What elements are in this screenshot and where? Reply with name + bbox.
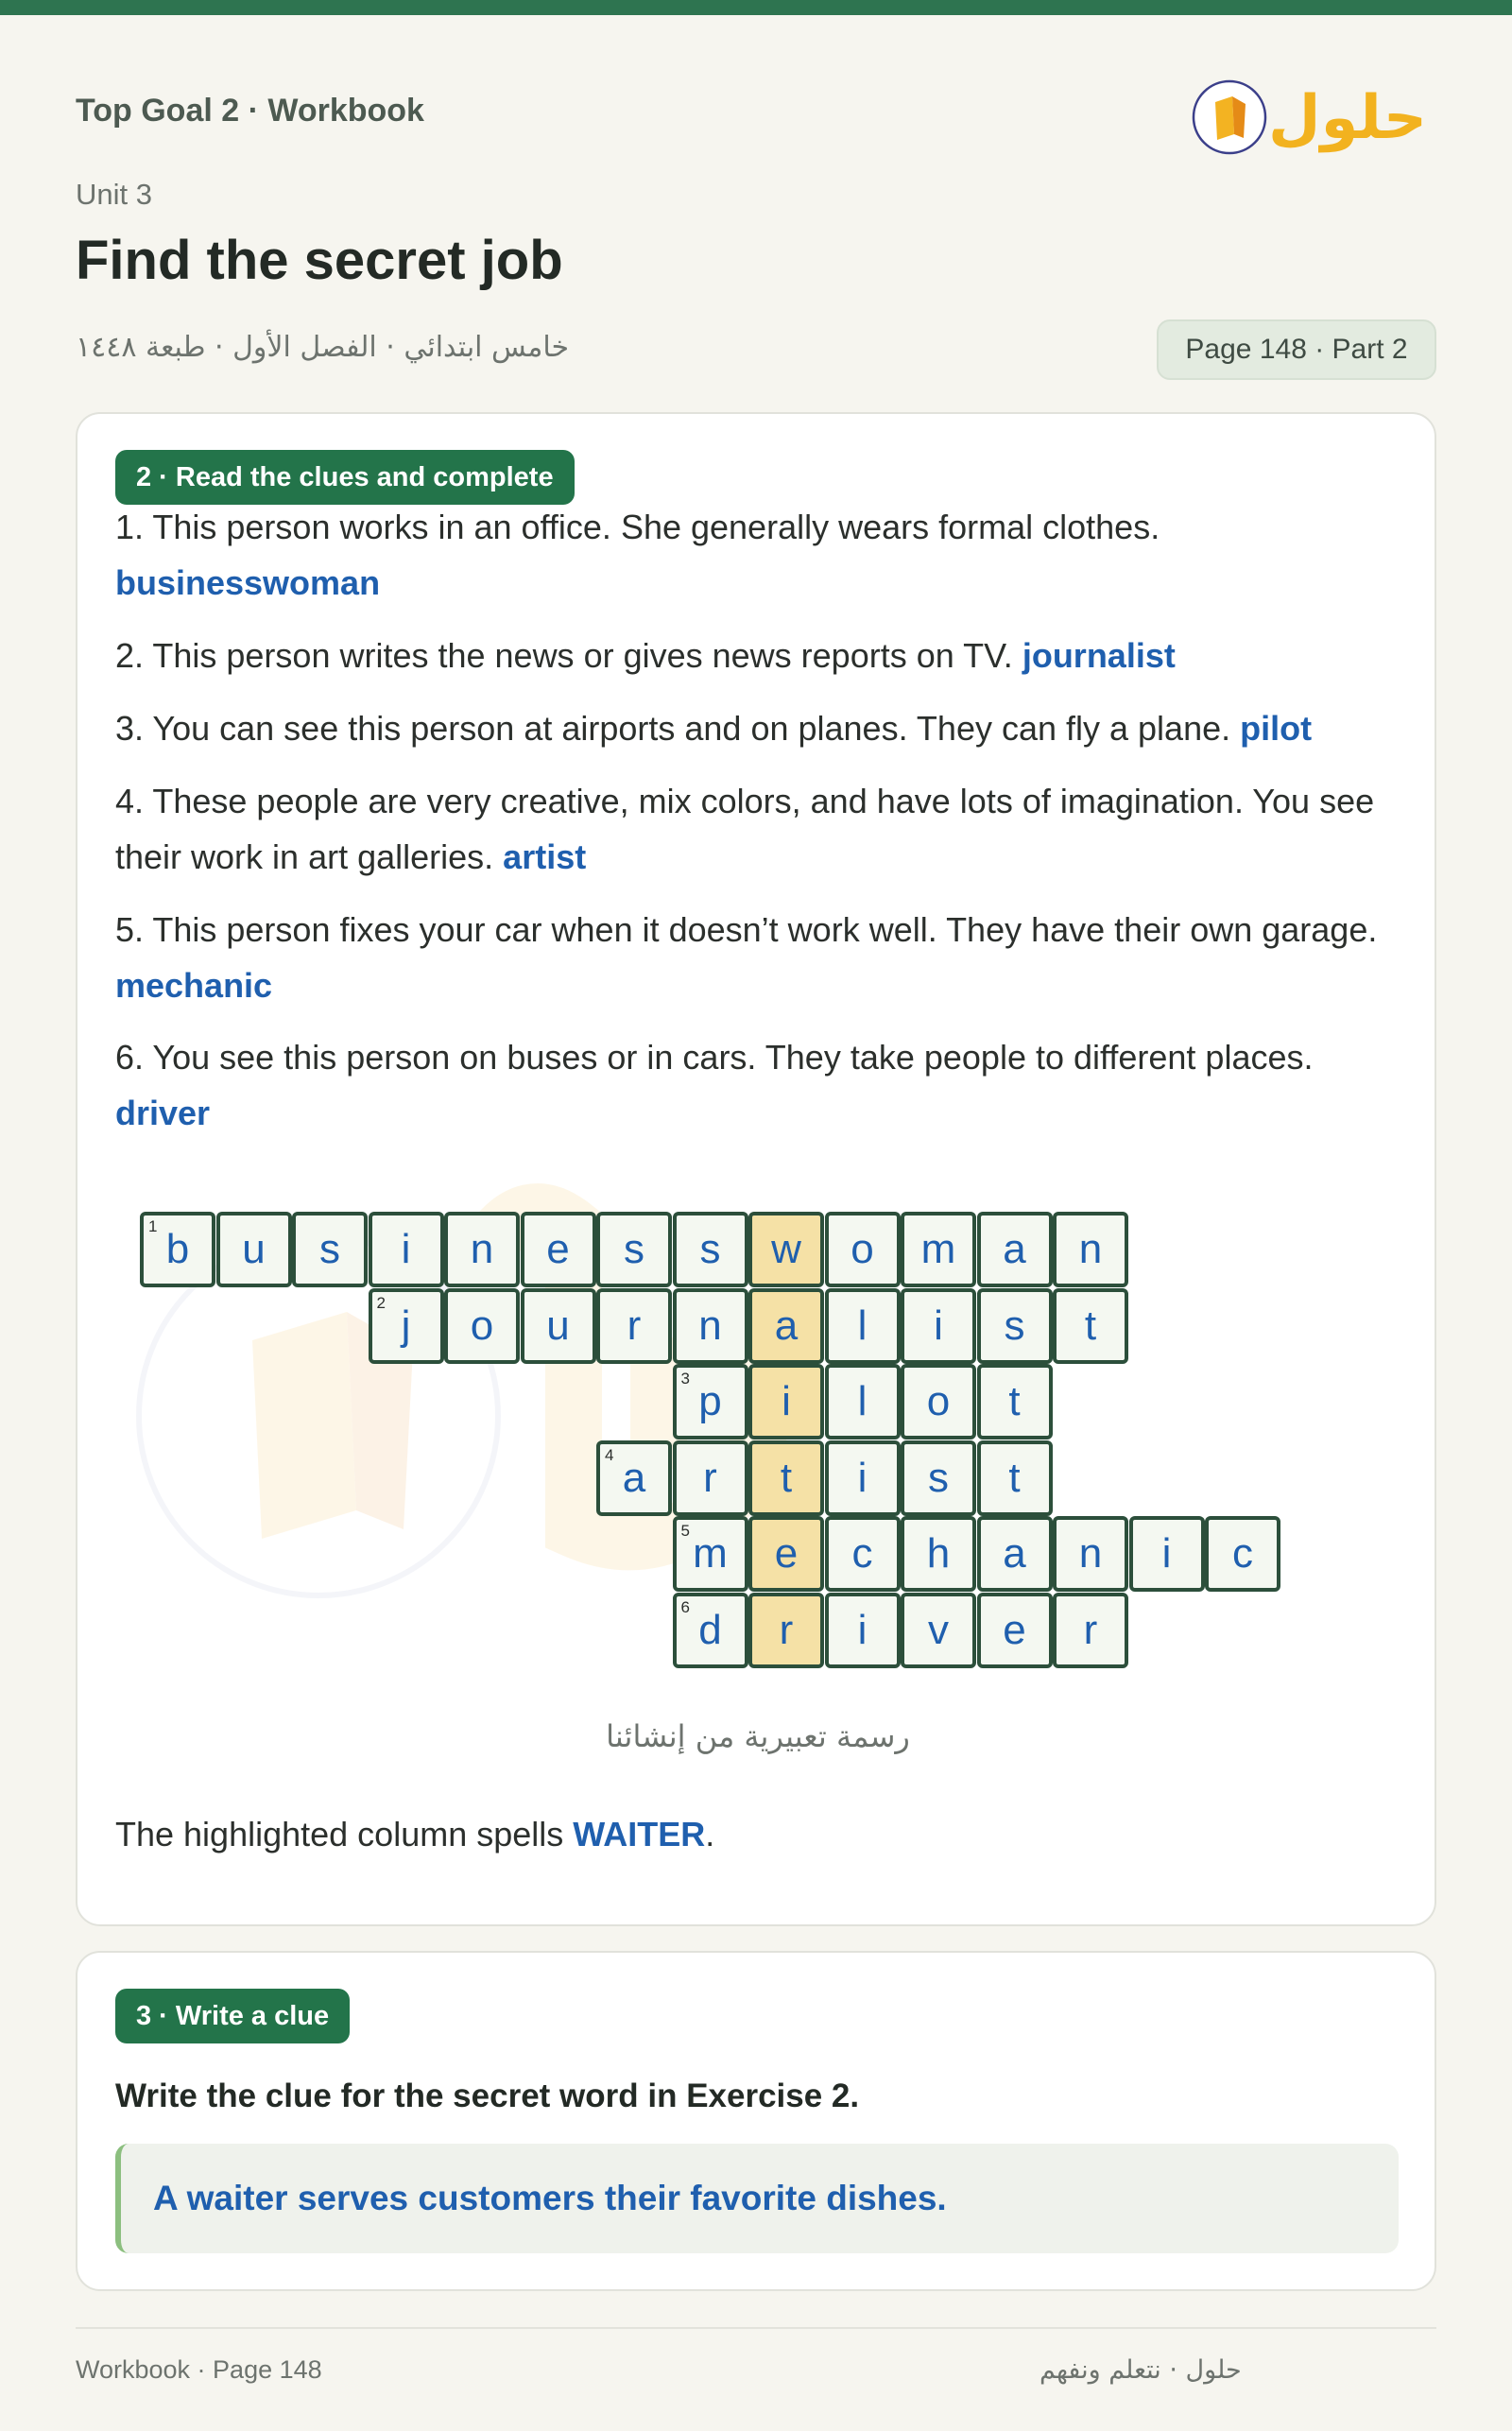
crossword-cell	[673, 1212, 748, 1287]
crossword-cell	[140, 1212, 215, 1287]
crossword-letter: u	[242, 1226, 266, 1272]
crossword-cell	[825, 1440, 901, 1516]
crossword-letter: n	[1078, 1530, 1103, 1577]
crossword-letter: d	[698, 1606, 722, 1653]
crossword-cell	[748, 1593, 824, 1668]
crossword-cell	[901, 1440, 976, 1516]
crossword-letter: e	[1003, 1606, 1026, 1653]
clue-number: 4	[605, 1445, 614, 1464]
crossword-cell	[748, 1516, 824, 1592]
crossword-letter: c	[851, 1530, 873, 1577]
crossword-cell	[977, 1593, 1053, 1668]
page-title: Find the secret job	[76, 230, 563, 291]
crossword-cell	[977, 1516, 1053, 1592]
crossword-letter: a	[1003, 1530, 1026, 1577]
footer-divider	[76, 2327, 1436, 2329]
exercise-2-label: 2 · Read the clues and complete	[115, 450, 575, 505]
clue-answer: pilot	[1240, 709, 1313, 748]
clue-number: 6	[680, 1597, 690, 1616]
crossword-cell	[673, 1288, 748, 1364]
exercise-3-prompt: Write the clue for the secret word in Exercise 2.	[115, 2078, 860, 2114]
crossword-cell	[1053, 1593, 1128, 1668]
clue-number: 3	[680, 1370, 690, 1388]
crossword-cell	[596, 1288, 672, 1364]
page-badge: Page 148 · Part 2	[1157, 319, 1436, 380]
crossword-cell	[369, 1288, 444, 1364]
crossword-cell	[216, 1212, 292, 1287]
clue-answer: artist	[503, 837, 587, 876]
crossword-letter: i	[401, 1226, 411, 1272]
crossword-letter: s	[928, 1454, 949, 1501]
exercise-2-card	[76, 412, 1436, 1926]
crossword-cell	[977, 1440, 1053, 1516]
clue-text: 5. This person fixes your car when it doesn’t work well. They have their own garage.	[115, 910, 1378, 949]
crossword-cell	[673, 1516, 748, 1592]
crossword-cell	[748, 1212, 824, 1287]
crossword-cell	[901, 1593, 976, 1668]
crossword-letter: t	[1008, 1378, 1021, 1424]
crossword-letter: s	[1004, 1302, 1025, 1349]
hulul-logo[interactable]	[1187, 60, 1423, 164]
crossword-letter: s	[624, 1226, 644, 1272]
crossword-letter: m	[920, 1226, 956, 1272]
crossword-letter: h	[926, 1530, 951, 1577]
clue-number: 5	[680, 1522, 690, 1540]
crossword-letter: i	[857, 1454, 868, 1501]
crossword-cell	[521, 1212, 596, 1287]
crossword-cell	[748, 1288, 824, 1364]
crossword-letter: s	[699, 1226, 721, 1272]
clue-text: 1. This person works in an office. She generally wears formal clothes.	[115, 508, 1160, 546]
crossword-letter: i	[857, 1606, 868, 1653]
clue-number: 2	[376, 1293, 386, 1312]
crossword-cell	[901, 1212, 976, 1287]
crossword-letter: p	[698, 1378, 722, 1424]
crossword-letter: i	[934, 1302, 943, 1349]
secret-word: WAITER	[573, 1815, 706, 1853]
crossword-cell	[1053, 1288, 1128, 1364]
crossword-letter: i	[1161, 1530, 1172, 1577]
crossword-letter: n	[1078, 1226, 1103, 1272]
crossword-cell	[673, 1364, 748, 1440]
crossword-letter: n	[698, 1302, 722, 1349]
crossword-cell	[1205, 1516, 1280, 1592]
crossword-letter: e	[546, 1226, 570, 1272]
crossword-cell	[825, 1593, 901, 1668]
secret-word-line	[115, 1815, 714, 1854]
unit-label: Unit 3	[76, 178, 152, 211]
crossword-letter: m	[693, 1530, 728, 1577]
secret-suffix: .	[705, 1815, 715, 1853]
footer-right: حلول · نتعلم ونفهم	[1040, 2355, 1242, 2385]
clue-text: 6. You see this person on buses or in cars. They take people to different places.	[115, 1038, 1314, 1077]
crossword-cell	[977, 1288, 1053, 1364]
crossword-letter: n	[470, 1226, 494, 1272]
crossword-letter: o	[850, 1226, 874, 1272]
crossword-cell	[825, 1212, 901, 1287]
grade-meta: خامس ابتدائي · الفصل الأول · طبعة ١٤٤٨	[76, 331, 570, 364]
crossword-letter: a	[622, 1454, 646, 1501]
exercise-3-answer: A waiter serves customers their favorite dishes.	[115, 2144, 1399, 2253]
crossword-letter: j	[401, 1302, 411, 1349]
crossword-cell	[977, 1364, 1053, 1440]
crossword-letter: t	[780, 1454, 793, 1501]
crossword-letter: a	[774, 1302, 799, 1349]
crossword-cell	[1053, 1516, 1128, 1592]
crossword-letter: o	[926, 1378, 951, 1424]
exercise-3-label: 3 · Write a clue	[115, 1989, 350, 2043]
crossword-letter: e	[774, 1530, 799, 1577]
crossword-cell	[521, 1288, 596, 1364]
crossword-cell	[673, 1440, 748, 1516]
crossword-letter: i	[782, 1378, 791, 1424]
crossword-cell	[596, 1440, 672, 1516]
top-accent-bar	[0, 0, 1512, 15]
crossword-grid	[77, 414, 1438, 1928]
crossword-cell	[673, 1593, 748, 1668]
clue-answer: mechanic	[115, 966, 273, 1005]
crossword-letter: b	[165, 1226, 190, 1272]
book-title: Top Goal 2 · Workbook	[76, 93, 424, 129]
crossword-letter: r	[779, 1606, 794, 1653]
crossword-letter: l	[857, 1302, 868, 1349]
clue-text: 3. You can see this person at airports and on planes. They can fly a plane.	[115, 709, 1231, 748]
crossword-cell	[901, 1288, 976, 1364]
crossword-letter: u	[546, 1302, 570, 1349]
crossword-cell	[748, 1440, 824, 1516]
clue-text: 2. This person writes the news or gives news reports on TV.	[115, 636, 1013, 675]
clue-answer: businesswoman	[115, 563, 381, 602]
secret-prefix: The highlighted column spells	[115, 1815, 574, 1853]
crossword-cell	[444, 1288, 520, 1364]
crossword-letter: r	[1083, 1606, 1098, 1653]
crossword-cell	[369, 1212, 444, 1287]
crossword-letter: c	[1232, 1530, 1253, 1577]
crossword-cell	[901, 1516, 976, 1592]
crossword-cell	[825, 1288, 901, 1364]
clue-text: 4. These people are very creative, mix colors, and have lots of imagination. You see their work in art galleries.	[115, 782, 1375, 876]
crossword-letter: r	[627, 1302, 642, 1349]
crossword-cell	[825, 1516, 901, 1592]
clue-answer: driver	[115, 1094, 211, 1132]
crossword-cell	[444, 1212, 520, 1287]
crossword-cell	[901, 1364, 976, 1440]
crossword-cell	[825, 1364, 901, 1440]
crossword-cell	[977, 1212, 1053, 1287]
crossword-cell	[292, 1212, 368, 1287]
crossword-letter: s	[319, 1226, 340, 1272]
footer-left: Workbook · Page 148	[76, 2355, 322, 2384]
exercise-3-card	[76, 1951, 1436, 2291]
crossword-letter: t	[1084, 1302, 1097, 1349]
clue-answer: journalist	[1022, 636, 1176, 675]
crossword-cell	[1129, 1516, 1205, 1592]
svg-text:حلول: حلول	[1268, 83, 1423, 153]
crossword-letter: a	[1003, 1226, 1026, 1272]
crossword-cell	[596, 1212, 672, 1287]
crossword-cell	[748, 1364, 824, 1440]
crossword-letter: r	[703, 1454, 717, 1501]
crossword-letter: v	[928, 1606, 949, 1653]
illustration-caption: رسمة تعبيرية من إنشائنا	[606, 1718, 910, 1754]
crossword-letter: o	[470, 1302, 494, 1349]
book-logo-icon	[1187, 60, 1423, 164]
crossword-letter: t	[1008, 1454, 1021, 1501]
clue-number: 1	[148, 1217, 158, 1235]
crossword-letter: w	[771, 1226, 801, 1272]
crossword-letter: l	[857, 1378, 868, 1424]
crossword-cell	[1053, 1212, 1128, 1287]
